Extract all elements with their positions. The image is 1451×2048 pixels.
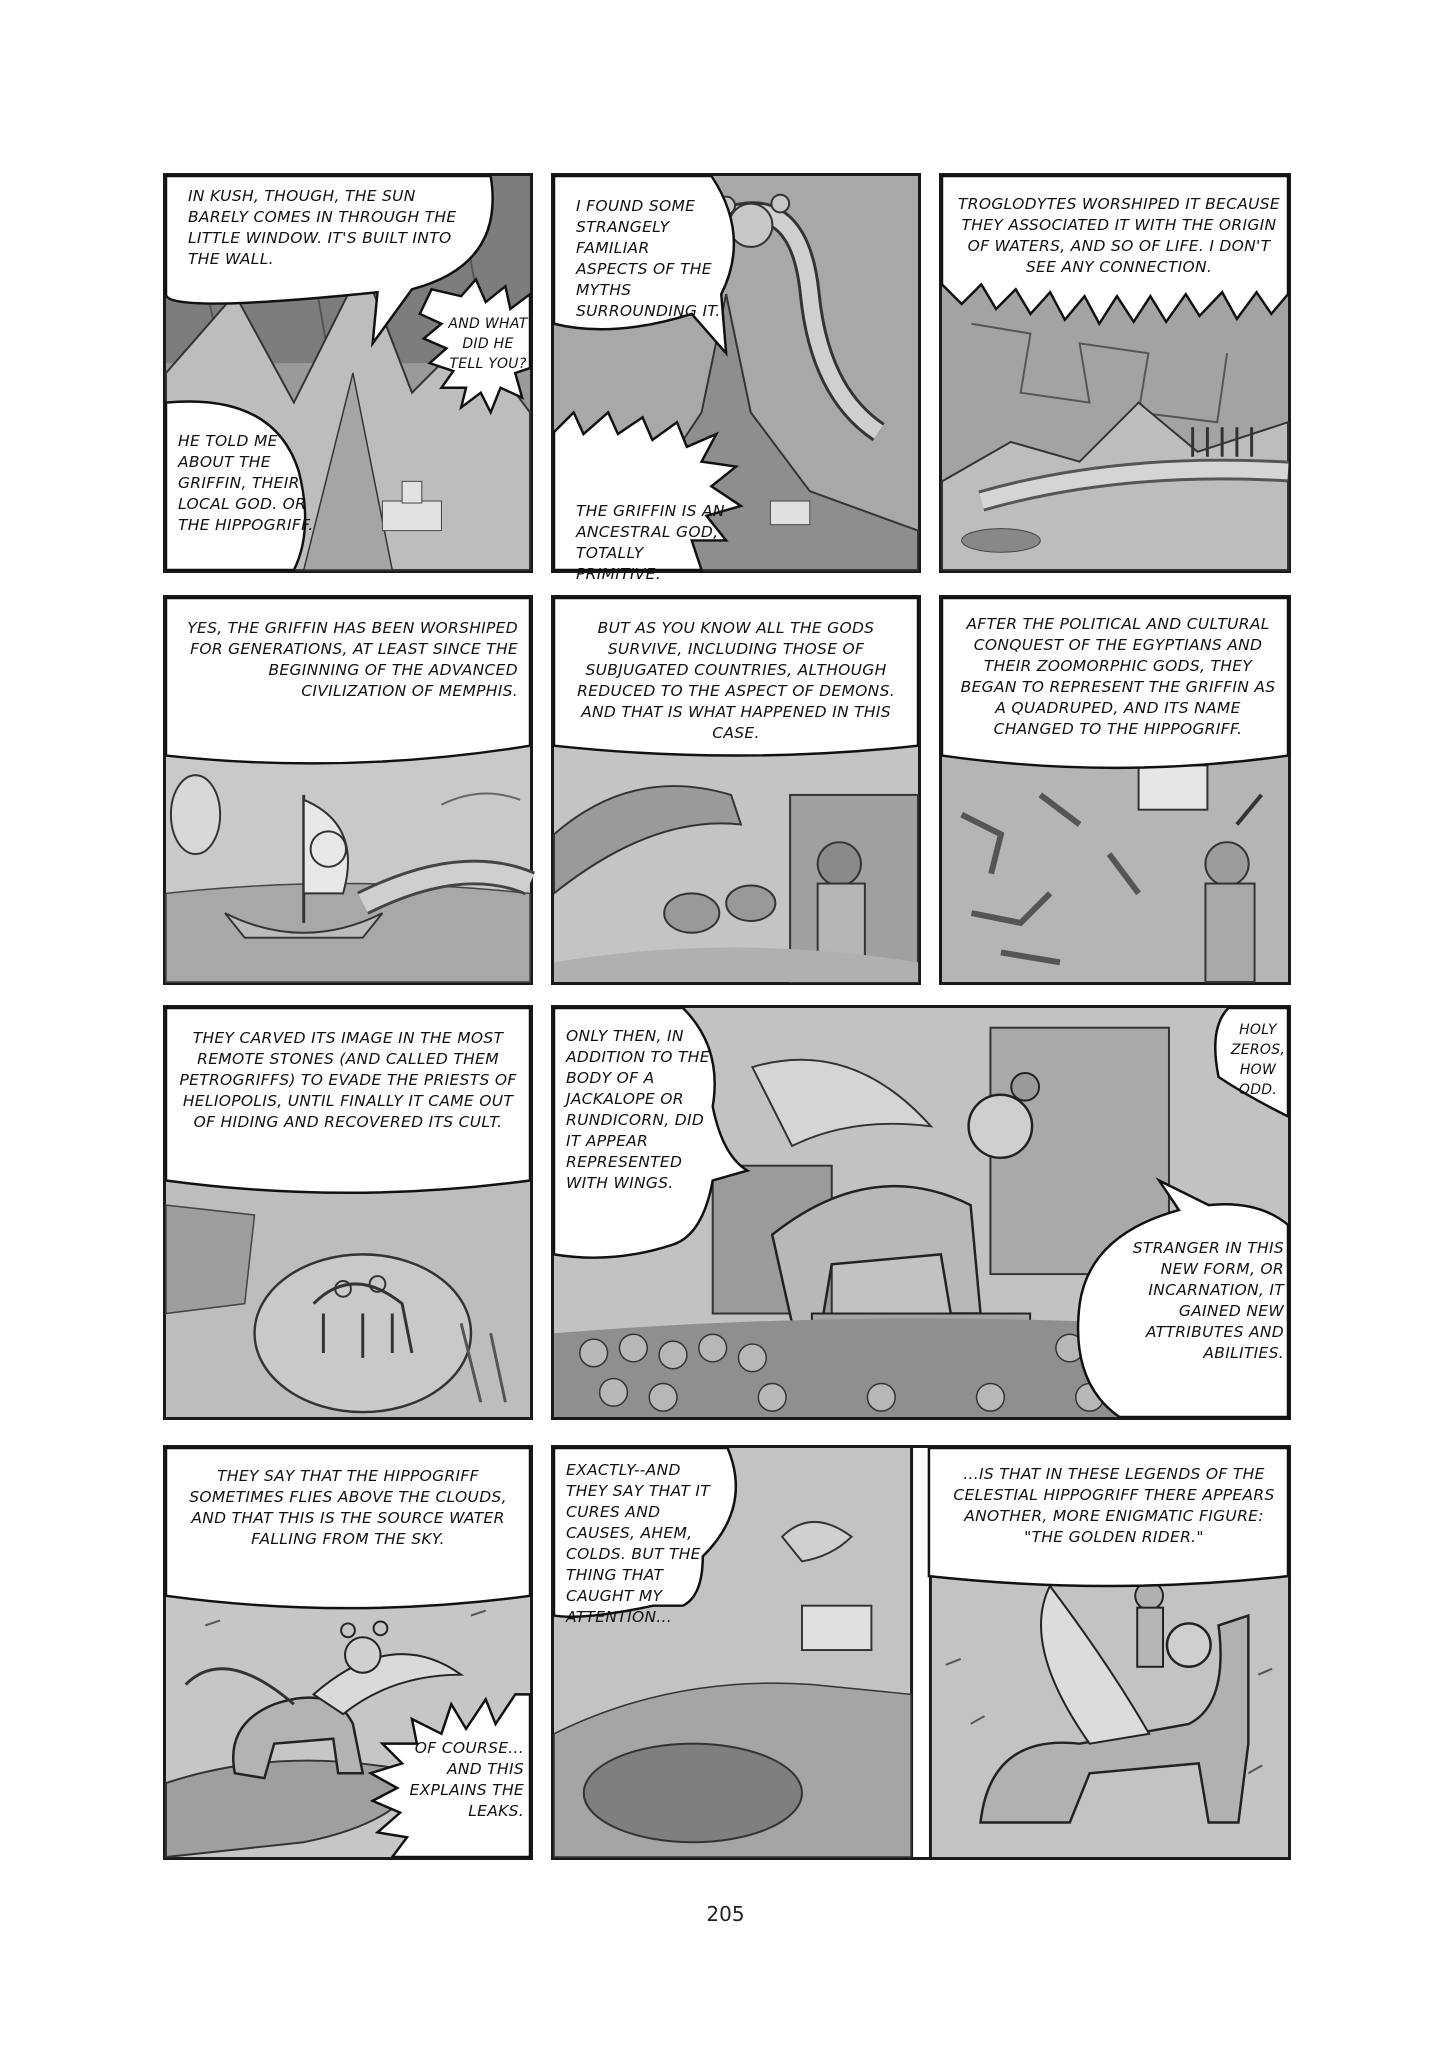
caption: BUT AS YOU KNOW ALL THE GODS SURVIVE, INCLUDING THOSE OF SUBJUGATED COUNTRIES, ALTHOUGH REDUCED TO THE ASPECT OF DEMONS. AND THAT IS WHAT HAPPENED IN THIS CASE. xyxy=(577,619,895,742)
speech-jagged: AND WHAT DID HE TELL YOU? xyxy=(448,316,528,372)
caption: AFTER THE POLITICAL AND CULTURAL CONQUEST OF THE EGYPTIANS AND THEIR ZOOMORPHIC GODS, THEY BEGAN TO REPRESENT THE GRIFFIN AS A QUADRUPED, AND ITS NAME CHANGED TO THE HIPPOGRIFF. xyxy=(960,615,1276,738)
panel-1 xyxy=(163,173,533,573)
caption: IN KUSH, THOUGH, THE SUN BARELY COMES IN THROUGH THE LITTLE WINDOW. IT'S BUILT INTO THE WALL. xyxy=(188,187,457,268)
speech-text: STRANGER IN THIS NEW FORM, OR INCARNATION, IT GAINED NEW ATTRIBUTES AND ABILITIES. xyxy=(1132,1239,1284,1362)
page-number: 205 xyxy=(706,1902,745,1926)
panel-7 xyxy=(163,1005,533,1420)
panel-10 xyxy=(551,1445,1291,1860)
caption: YES, THE GRIFFIN HAS BEEN WORSHIPED FOR GENERATIONS, AT LEAST SINCE THE BEGINNING OF THE ADVANCED CIVILIZATION OF MEMPHIS. xyxy=(187,619,518,700)
panel-9 xyxy=(163,1445,533,1860)
caption: HE TOLD ME ABOUT THE GRIFFIN, THEIR LOCAL GOD. OR THE HIPPOGRIFF. xyxy=(178,432,314,534)
caption: TROGLODYTES WORSHIPED IT BECAUSE THEY ASSOCIATED IT WITH THE ORIGIN OF WATERS, AND SO OF LIFE. I DON'T SEE ANY CONNECTION. xyxy=(958,195,1280,276)
panel-8 xyxy=(551,1005,1291,1420)
speech-jagged: THE GRIFFIN IS AN ANCESTRAL GOD, TOTALLY PRIMITIVE. xyxy=(576,502,725,583)
speech-text: ONLY THEN, IN ADDITION TO THE BODY OF A JACKALOPE OR RUNDICORN, DID IT APPEAR REPRESENTED WITH WINGS. xyxy=(566,1027,710,1192)
panel-2 xyxy=(551,173,921,583)
panel-4 xyxy=(163,595,533,985)
caption: ...IS THAT IN THESE LEGENDS OF THE CELESTIAL HIPPOGRIFF THERE APPEARS ANOTHER, MORE ENIGMATIC FIGURE: "THE GOLDEN RIDER." xyxy=(953,1465,1275,1546)
caption: I FOUND SOME STRANGELY FAMILIAR ASPECTS OF THE MYTHS SURROUNDING IT. xyxy=(576,197,721,320)
speech-text: HOLY ZEROS, HOW ODD. xyxy=(1230,1022,1286,1098)
caption: THEY SAY THAT THE HIPPOGRIFF SOMETIMES FLIES ABOVE THE CLOUDS, AND THAT THIS IS THE SOURCE WATER FALLING FROM THE SKY. xyxy=(189,1467,507,1548)
caption: THEY CARVED ITS IMAGE IN THE MOST REMOTE STONES (AND CALLED THEM PETROGRIFFS) TO EVADE THE PRIESTS OF HELIOPOLIS, UNTIL FINALLY IT CAME OUT OF HIDING AND RECOVERED ITS CULT. xyxy=(179,1029,517,1131)
speech-text: EXACTLY--AND THEY SAY THAT IT CURES AND CAUSES, AHEM, COLDS. BUT THE THING THAT CAUGHT MY ATTENTION... xyxy=(566,1461,710,1626)
panel-6 xyxy=(939,595,1291,985)
panel-3 xyxy=(939,173,1291,573)
speech-jagged: OF COURSE... AND THIS EXPLAINS THE LEAKS. xyxy=(409,1739,524,1820)
panel-5 xyxy=(551,595,921,985)
